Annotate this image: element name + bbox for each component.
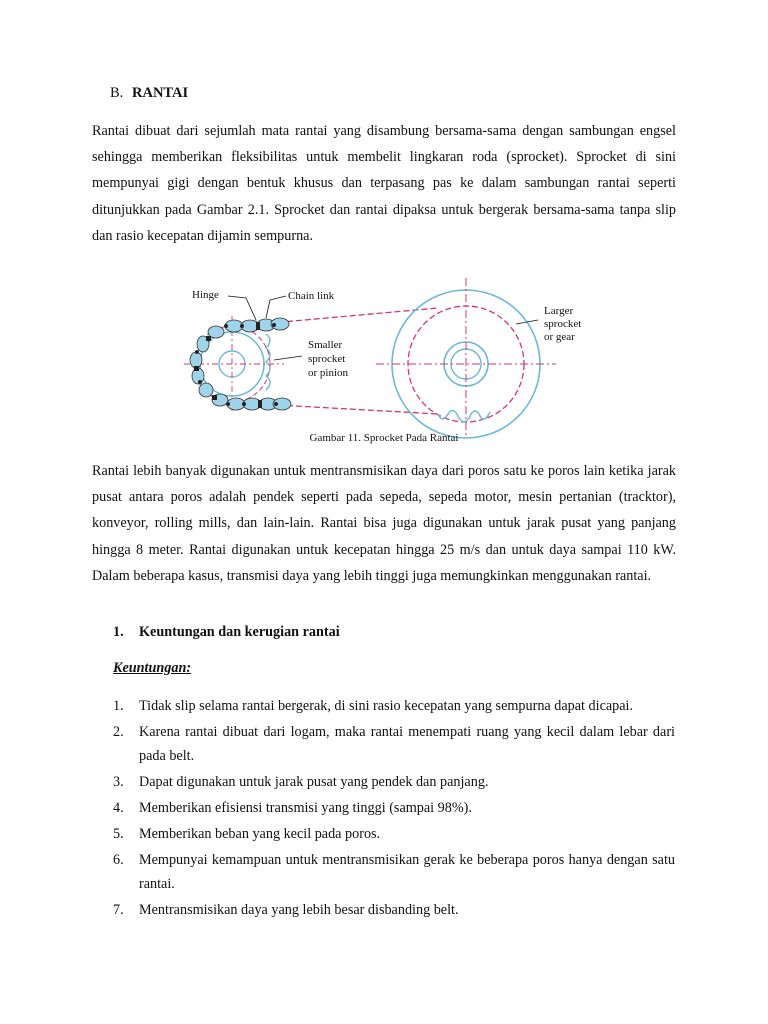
label-smaller-2: sprocket [308,353,346,365]
label-chain-link: Chain link [288,290,335,302]
subsection-heading [113,624,340,641]
label-smaller-3: or pinion [308,367,349,379]
subsection-number: 1. [113,624,124,640]
list-item: 1. Tidak slip selama rantai bergerak, di sini rasio kecepatan yang sempurna dapat dicapai. [113,698,634,714]
intro-paragraph: Rantai dibuat dari sejumlah mata rantai yang disambung bersama-sama dengan sambungan engsel sehingga memberikan fleksibilitas untuk membelit lingkaran roda (sprocket). Sprocket di sini mempunyai gigi dengan bentuk khusus dan terpasang pas ke dalam sambungan rantai seperti ditunjukkan pada Gambar 2.1. Sprocket dan rantai dipaksa untuk bergerak bersama-sama tanpa slip dan rasio kecepatan dijamin sempurna. [92,123,676,244]
list-item: 6. Mempunyai kemampuan untuk mentransmisikan gerak ke beberapa poros hanya dengan satu rantai. [113,852,675,892]
label-smaller-1: Smaller [308,339,343,351]
large-sprocket-icon [376,278,556,438]
list-item: 4. Memberikan efisiensi transmisi yang tinggi (sampai 98%). [113,800,472,816]
label-larger-2: sprocket [544,318,582,330]
list-item: 7. Mentransmisikan daya yang lebih besar disbanding belt. [113,902,459,918]
sprocket-chain-figure [176,276,582,436]
section-letter: B. [110,85,124,101]
list-item: 5. Memberikan beban yang kecil pada poros. [113,826,381,842]
list-item: 3. Dapat digunakan untuk jarak pusat yang pendek dan panjang. [113,774,489,790]
label-larger-1: Larger [544,305,574,317]
advantages-list [113,694,675,924]
body-paragraph: Rantai lebih banyak digunakan untuk mentransmisikan daya dari poros satu ke poros lain ketika jarak pusat antara poros adalah pendek seperti pada sepeda, sepeda motor, mesin pertanian (tracktor), konveyor, rolling mills, dan lain-lain. Rantai bisa juga digunakan untuk jarak pusat yang panjang hingga 8 meter. Rantai digunakan untuk kecepatan hingga 25 m/s dan untuk daya sampai 110 kW. Dalam beberapa kasus, transmisi daya yang lebih tinggi juga memungkinkan menggunakan rantai. [92,463,676,584]
label-hinge: Hinge [192,289,219,301]
subsection-title: Keuntungan dan kerugian rantai [139,624,340,640]
section-heading [110,85,188,102]
label-larger-3: or gear [544,331,575,343]
advantages-title: Keuntungan: [113,660,192,676]
figure-caption: Gambar 11. Sprocket Pada Rantai [309,432,459,444]
list-item: 2. Karena rantai dibuat dari logam, maka rantai menempati ruang yang kecil dalam lebar dari pada belt. [113,724,675,764]
section-title: RANTAI [132,85,189,101]
